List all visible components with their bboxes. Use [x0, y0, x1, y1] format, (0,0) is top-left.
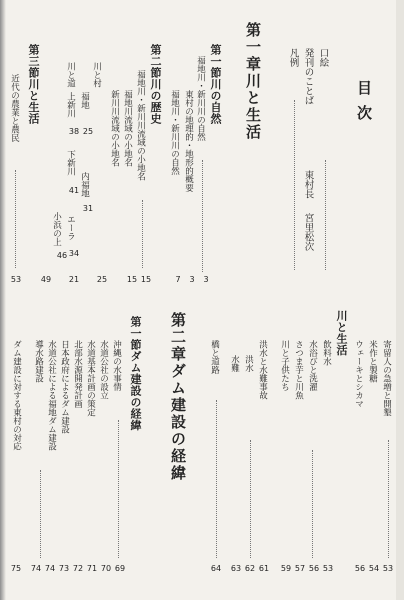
ch1-s3-item-1: 近代の農業と農民: [9, 74, 20, 142]
ch2-item-3: 水道基本計画の策定: [85, 340, 96, 417]
page-number: 3: [189, 275, 195, 284]
page-number: 15: [126, 275, 138, 284]
chapter-2-heading: 第二章ダム建設の経緯: [169, 312, 187, 482]
author-title: 東村長: [302, 170, 314, 199]
dot-leader: [15, 170, 16, 268]
page-number: 64: [210, 564, 222, 573]
dot-leader: [216, 400, 217, 558]
ch1-s3-sub-2: 川と生活: [335, 310, 348, 356]
ch1-section-2: 第二節川の歴史: [149, 44, 162, 125]
ch2-item-5: 日本政府によるダム建設: [59, 340, 70, 434]
hakkan-entry: 発刊のことば: [302, 48, 314, 105]
page-number: 38: [68, 127, 80, 136]
ch2-item-7: 導水路建設: [33, 340, 44, 383]
page-number: 7: [175, 275, 181, 284]
ch2-item-6: 水道公社による福地ダム建設: [46, 340, 57, 451]
item-u2: 米作と製糖: [367, 340, 378, 383]
chapter-1-heading: 第一章川と生活: [244, 22, 262, 141]
ch2-section-1: 第一節ダム建設の経緯: [129, 316, 142, 431]
page-number: 75: [10, 564, 22, 573]
ch2-item-1: 沖縄の水事情: [111, 340, 122, 391]
page-number: 34: [68, 249, 80, 258]
sub-naibo: 内福地: [79, 172, 90, 198]
toc-title: 目次: [355, 80, 373, 130]
author-name: 宮里松次: [302, 213, 314, 251]
dot-leader: [388, 440, 389, 558]
ch1-s2-item-1a: 福地川流域の小地名: [122, 90, 133, 167]
ch1-s2-item-1b: 新川川流域の小地名: [109, 90, 120, 167]
page-number: 53: [10, 275, 22, 284]
page-number: 56: [354, 564, 366, 573]
page-number: 57: [294, 564, 306, 573]
ch1-section-1: 第一節川の自然: [209, 44, 222, 125]
sub-era: エーラ: [65, 215, 76, 241]
ch1-s1-item-1a: 東村の地理的・地形的概要: [183, 90, 194, 192]
book-spine-shadow: [0, 0, 6, 600]
page-number: 49: [40, 275, 52, 284]
dot-leader: [325, 160, 326, 270]
page-number: 69: [114, 564, 126, 573]
kuchie-entry: 口絵: [317, 48, 329, 67]
ch2-item-4: 北部水源開発計画: [72, 340, 83, 408]
sub-kamishin: 上新川: [65, 92, 76, 118]
dot-leader: [142, 200, 143, 268]
page-number: 25: [82, 127, 94, 136]
ch1-s3-sub-4: 橋と道路: [209, 340, 220, 374]
item-a1: 洪水: [243, 355, 254, 372]
hanrei-entry: 凡例: [287, 48, 299, 67]
page-number: 59: [280, 564, 292, 573]
page-number: 54: [368, 564, 380, 573]
dot-leader: [40, 470, 41, 558]
page-number: 15: [140, 275, 152, 284]
page-number: 74: [30, 564, 42, 573]
page-number: 56: [308, 564, 320, 573]
item-u1: ウェーキとシカマ: [353, 340, 364, 408]
item-i1: 飲料水: [321, 340, 332, 366]
ch1-s2-item-2: 川と村: [91, 62, 102, 88]
item-i4: 川と子供たち: [279, 340, 290, 391]
ch1-s2-item-3: 川と道: [65, 62, 76, 88]
page-number: 31: [82, 204, 94, 213]
page-number: 73: [58, 564, 70, 573]
item-u3: 寄留人の急増と開墾: [381, 340, 392, 417]
page-number: 72: [72, 564, 84, 573]
ch1-s1-item-2: 福地川・新川川の自然: [169, 90, 180, 175]
sub-koshima: 小浜の上: [51, 212, 62, 246]
item-i3: さつま芋と川魚: [293, 340, 304, 400]
page-number: 41: [68, 186, 80, 195]
dot-leader: [312, 450, 313, 558]
page-number: 46: [56, 251, 68, 260]
page-number: 63: [230, 564, 242, 573]
item-a2: 水難: [229, 355, 240, 372]
page-number: 25: [96, 275, 108, 284]
sub-fukuji: 福地: [79, 92, 90, 109]
sub-shimoshin: 下新川: [65, 150, 76, 176]
page-number: 70: [100, 564, 112, 573]
ch1-s2-item-1: 福地川・新川川流域の小地名: [135, 70, 146, 181]
page-number: 3: [203, 275, 209, 284]
dot-leader: [118, 420, 119, 558]
page-number: 53: [322, 564, 334, 573]
page-number: 61: [258, 564, 270, 573]
ch1-s1-item-1: 福地川・新川川の自然: [195, 56, 206, 141]
dot-leader: [250, 440, 251, 558]
ch2-item-2: 水道公社の設立: [98, 340, 109, 400]
ch1-section-3: 第三節川と生活: [27, 44, 40, 125]
page-number: 21: [68, 275, 80, 284]
dot-leader: [294, 100, 295, 270]
ch1-s3-sub-3: 洪水と水難事故: [257, 340, 268, 400]
item-i2: 水浴びと洗濯: [307, 340, 318, 391]
page-edge: [396, 0, 404, 600]
page-number: 71: [86, 564, 98, 573]
page-number: 53: [382, 564, 394, 573]
page-number: 74: [44, 564, 56, 573]
ch2-item-8: ダム建設に対する東村の対応: [11, 340, 22, 451]
page-number: 62: [244, 564, 256, 573]
dot-leader: [202, 160, 203, 272]
